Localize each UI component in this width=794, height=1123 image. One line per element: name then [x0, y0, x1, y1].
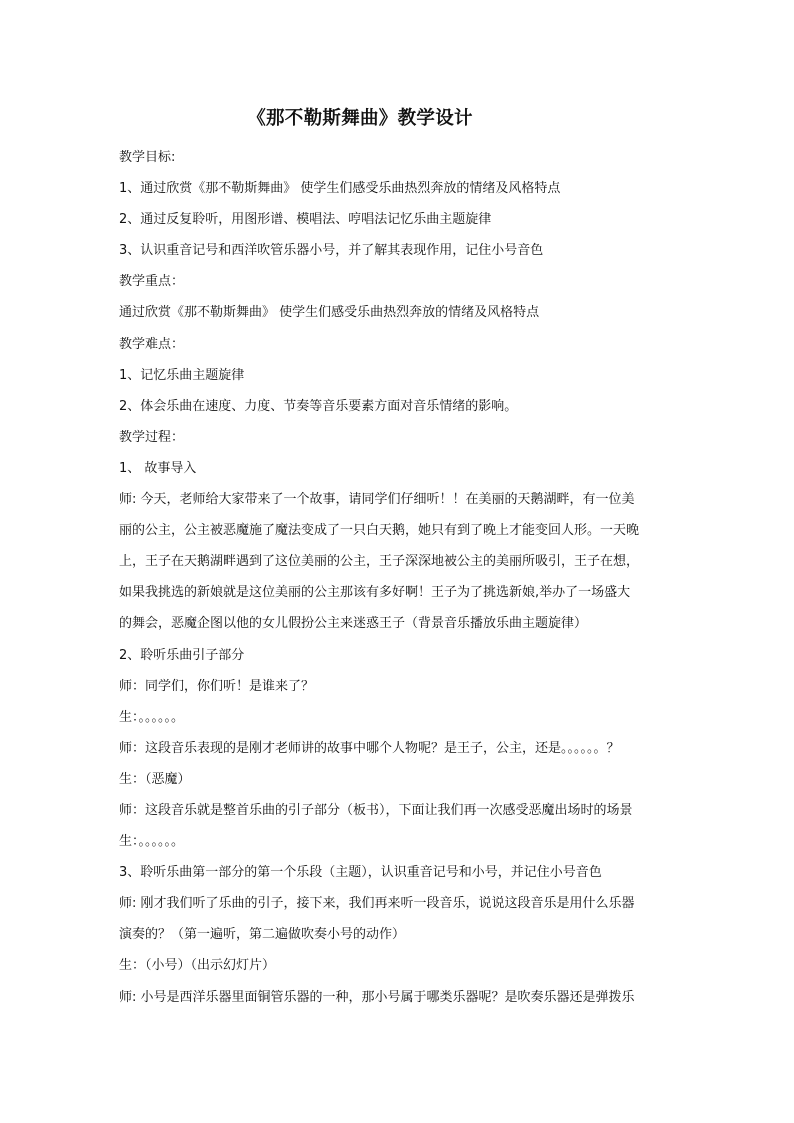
body-line: 教学难点：: [119, 336, 185, 352]
body-line: 生：。。。。。。: [119, 709, 185, 725]
body-line: 生：。。。。。。: [119, 834, 185, 850]
document-title: 《那不勒斯舞曲》教学设计: [247, 108, 473, 129]
body-line: 如果我挑选的新娘就是这位美丽的公主那该有多好啊！王子为了挑选新娘,举办了一场盛大: [119, 585, 631, 601]
body-line: 1、 故事导入: [119, 460, 197, 476]
body-line: 教学过程：: [119, 429, 185, 445]
body-line: 师：同学们，你们听！是谁来了？: [119, 678, 315, 694]
body-line: 3、认识重音记号和西洋吹管乐器小号，并了解其表现作用，记住小号音色: [119, 243, 544, 259]
body-line: 生：（小号）（出示幻灯片）: [119, 958, 276, 974]
body-line: 2、聆听乐曲引子部分: [119, 647, 245, 663]
body-line: 的舞会，恶魔企图以他的女儿假扮公主来迷惑王子（背景音乐播放乐曲主题旋律）: [119, 616, 588, 632]
body-line: 师: 刚才我们听了乐曲的引子，接下来，我们再来听一段音乐，说说这段音乐是用什么乐器: [119, 896, 635, 912]
body-line: 师: 今天，老师给大家带来了一个故事，请同学们仔细听！！在美丽的天鹅湖畔，有一位美: [119, 492, 635, 508]
body-line: 师：这段音乐表现的是刚才老师讲的故事中哪个人物呢？是王子，公主，还是。。。。。。？: [119, 740, 620, 756]
body-line: 教学重点：: [119, 274, 185, 290]
body-line: 2、体会乐曲在速度、力度、节奏等音乐要素方面对音乐情绪的影响。: [119, 398, 518, 414]
body-line: 3、聆听乐曲第一部分的第一个乐段（主题），认识重音记号和小号，并记住小号音色: [119, 865, 602, 881]
body-line: 师: 小号是西洋乐器里面铜管乐器的一种，那小号属于哪类乐器呢？是吹奏乐器还是弹拨乐: [119, 989, 635, 1005]
body-line: 1、通过欣赏《那不勒斯舞曲》 使学生们感受乐曲热烈奔放的情绪及风格特点: [119, 181, 561, 197]
body-line: 演奏的？（第一遍听，第二遍做吹奏小号的动作）: [119, 927, 406, 943]
body-line: 师：这段音乐就是整首乐曲的引子部分（板书），下面让我们再一次感受恶魔出场时的场景: [119, 802, 633, 818]
body-line: 教学目标:: [119, 150, 176, 165]
document-body: [119, 142, 677, 1013]
body-line: 生：（恶魔）: [119, 771, 191, 787]
body-line: 上，王子在天鹅湖畔遇到了这位美丽的公主，王子深深地被公主的美丽所吸引，王子在想，: [119, 554, 640, 570]
body-line: 丽的公主，公主被恶魔施了魔法变成了一只白天鹅，她只有到了晚上才能变回人形。一天晚: [119, 523, 640, 539]
body-line: 2、通过反复聆听，用图形谱、模唱法、哼唱法记忆乐曲主题旋律: [119, 212, 492, 228]
body-line: 1、记忆乐曲主题旋律: [119, 367, 245, 383]
body-line: 通过欣赏《那不勒斯舞曲》 使学生们感受乐曲热烈奔放的情绪及风格特点: [119, 305, 540, 321]
